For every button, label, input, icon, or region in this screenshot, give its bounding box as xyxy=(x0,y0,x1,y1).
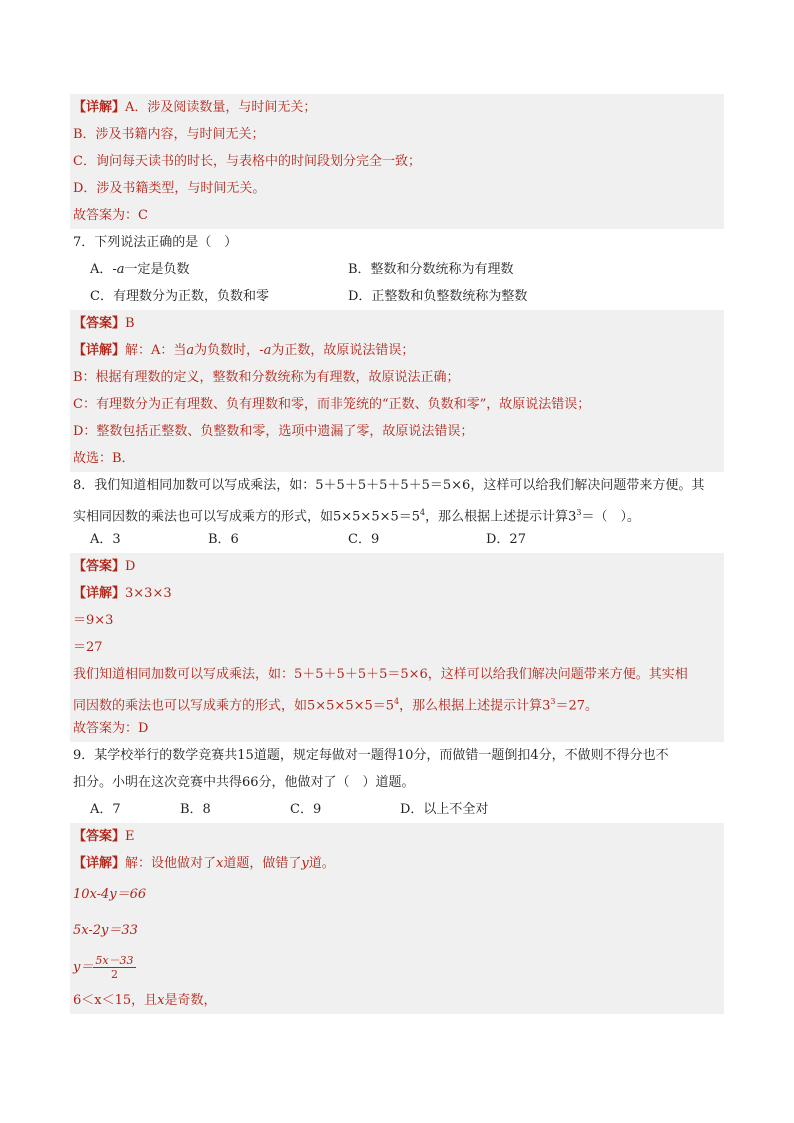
q7-detail-2: B：根据有理数的定义，整数和分数统称为有理数，故原说法正确； xyxy=(70,364,724,391)
q7-detail-4: D：整数包括正整数、负整数和零，选项中遗漏了零，故原说法错误； xyxy=(70,418,724,445)
q8-option-d: D．27 xyxy=(486,532,526,547)
fraction: $\frac{5x-33}{2}$ xyxy=(95,954,134,981)
q9-stem-line2: 扣分。小明在这次竞赛中共得66分，他做对了（ ）道题。 xyxy=(73,775,415,790)
q9-option-b: B．8 xyxy=(180,802,211,817)
q9-answer: 【答案】E xyxy=(70,823,724,850)
q8-options xyxy=(70,526,724,553)
q9-option-c: C．9 xyxy=(290,802,322,817)
q7-detail-3: C：有理数分为正有理数、负有理数和零，而非笼统的“正数、负数和零”，故原说法错误； xyxy=(70,391,724,418)
q8-detail-1: 【详解】3×3×3 xyxy=(70,580,724,607)
q7-option-b: B．整数和分数统称为有理数 xyxy=(348,262,514,277)
q8-option-c: C．9 xyxy=(348,532,380,547)
q6-answer: 故答案为：C xyxy=(70,202,724,229)
q9-detail-1: 【详解】解：设他做对了x道题，做错了y道。 xyxy=(70,850,724,877)
q9-option-d: D．以上不全对 xyxy=(400,802,489,817)
q8-conclusion: 故答案为：D xyxy=(70,715,724,742)
q6-detail-a: 【详解】A．涉及阅读数量，与时间无关； xyxy=(70,94,724,121)
q9-inequality: 6＜x＜15，且x是奇数， xyxy=(70,987,724,1014)
q8-answer: 【答案】D xyxy=(70,553,724,580)
q8-stem-line2: 实相同因数的乘法也可以写成乘方的形式，如$5\times 5\times 5\times 5=5^4$，那么根据上述提示计算$3^3=$（ ）。 xyxy=(73,508,641,525)
q7-options-row1 xyxy=(70,256,724,283)
q9-options xyxy=(70,796,724,823)
q9-equation-3: y＝ $\frac{5x-33}{2}$ xyxy=(70,949,724,987)
q6-detail-b: B．涉及书籍内容，与时间无关； xyxy=(70,121,724,148)
q7-answer: 【答案】B xyxy=(70,310,724,337)
q7-detail-1: 【详解】解：A：当a为负数时，-a为正数，故原说法错误； xyxy=(70,337,724,364)
q8-detail-4: 我们知道相同加数可以写成乘法，如：5＋5＋5＋5＋5＝5×6，这样可以给我们解决问题带来方便。其实相 xyxy=(70,661,724,688)
q9-stem-line1: 9．某学校举行的数学竞赛共15道题，规定每做对一题得10分，而做错一题倒扣4分，不做则不得分也不 xyxy=(73,748,669,763)
q9-equation-2: 5x-2y＝33 xyxy=(70,913,724,949)
document-content xyxy=(70,94,724,1014)
q6-detail-d: D．涉及书籍类型，与时间无关。 xyxy=(70,175,724,202)
q8-option-a: A．3 xyxy=(90,532,121,547)
q8-detail-5: 同因数的乘法也可以写成乘方的形式，如$5\times 5\times 5\times 5=5^4$，那么根据上述提示计算$3^3=27$。 xyxy=(70,688,724,715)
q7-option-d: D．正整数和负整数统称为整数 xyxy=(348,289,528,304)
q7-option-a: A．-a一定是负数 xyxy=(90,262,190,277)
detail-tag: 【详解】 xyxy=(73,100,126,115)
q8-stem-line1: 8．我们知道相同加数可以写成乘法，如：5＋5＋5＋5＋5＋5＝5×6，这样可以给我们解决问题带来方便。其 xyxy=(73,478,705,493)
q9-option-a: A．7 xyxy=(90,802,121,817)
q8-detail-3: ＝27 xyxy=(70,634,724,661)
q6-detail-c: C．询问每天读书的时长，与表格中的时间段划分完全一致； xyxy=(70,148,724,175)
q8-option-b: B．6 xyxy=(208,532,239,547)
q7-conclusion: 故选：B． xyxy=(70,445,724,472)
q7-options-row2 xyxy=(70,283,724,310)
q8-detail-2: ＝9×3 xyxy=(70,607,724,634)
q9-equation-1: 10x-4y＝66 xyxy=(70,877,724,913)
q7-stem: 7．下列说法正确的是（ ） xyxy=(73,235,238,250)
q7-option-c: C．有理数分为正数，负数和零 xyxy=(90,289,269,304)
